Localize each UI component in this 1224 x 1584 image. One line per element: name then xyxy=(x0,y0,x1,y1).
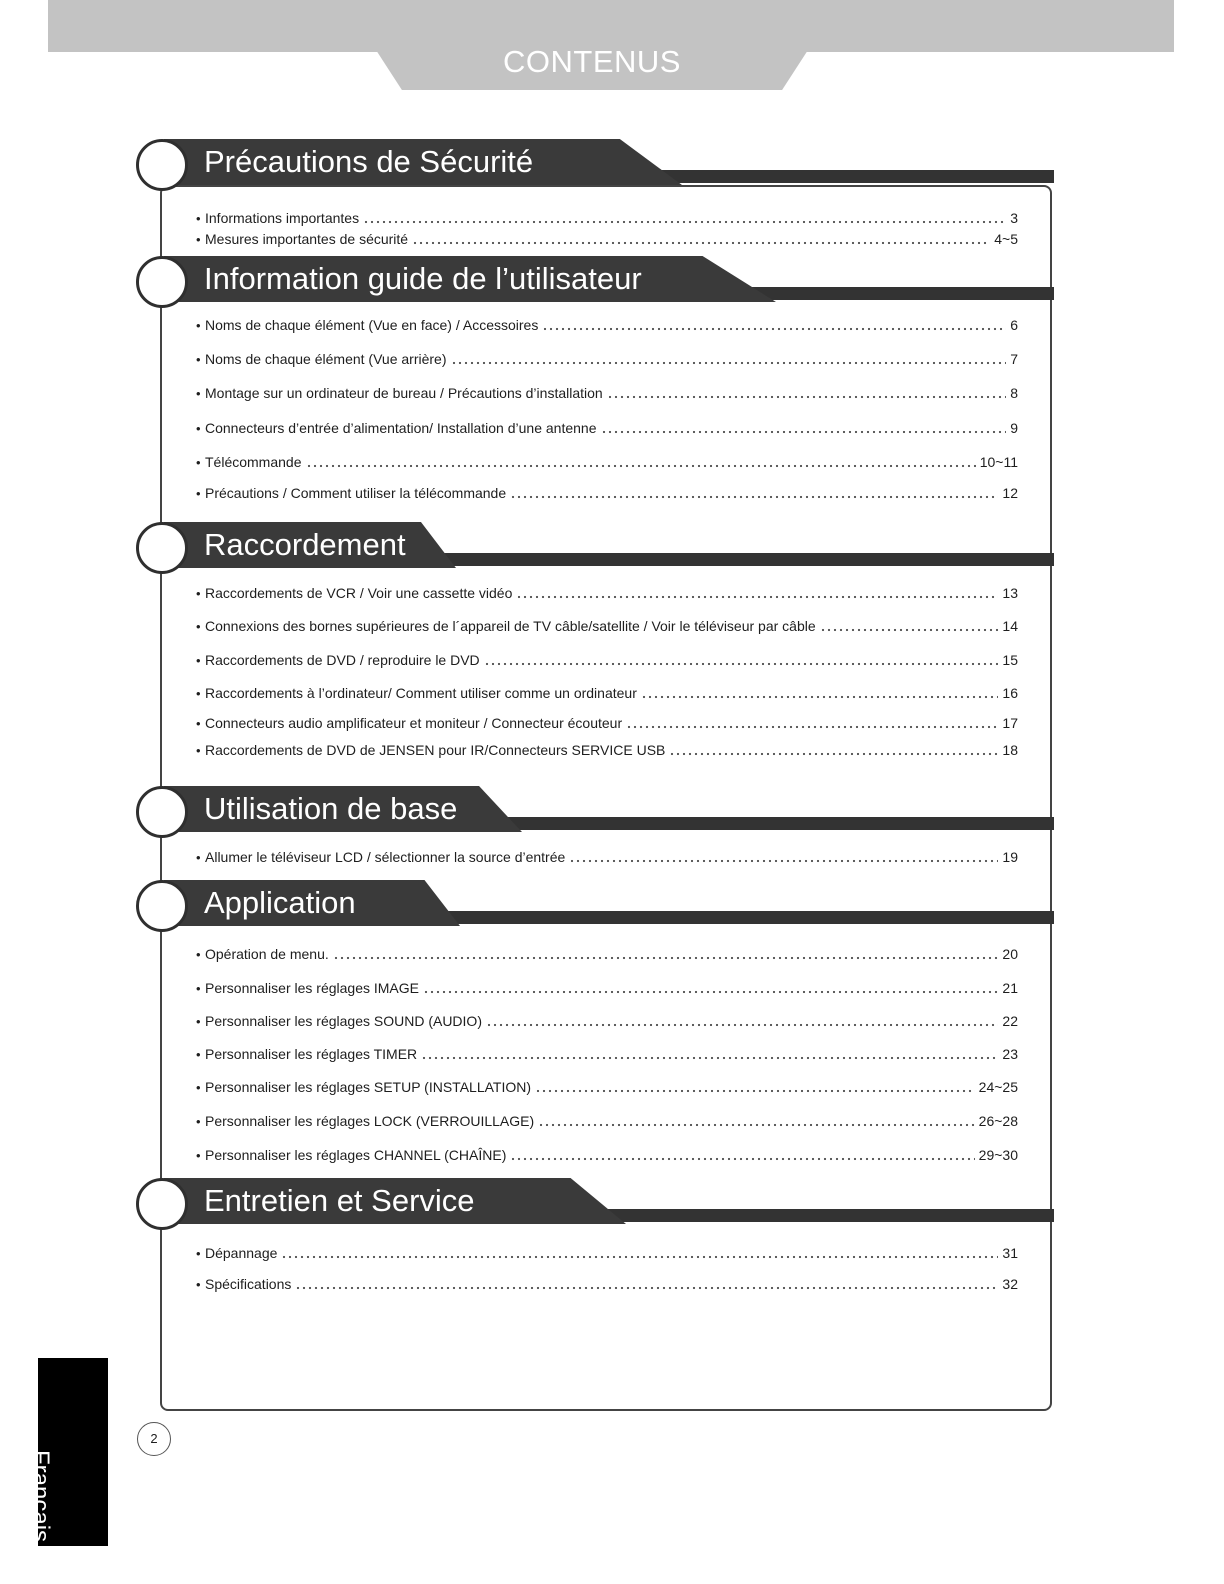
section-title: Information guide de l’utilisateur xyxy=(204,261,642,296)
section-user-guide xyxy=(0,256,1224,310)
section-maintenance xyxy=(0,1178,1224,1232)
page-title: CONTENUS xyxy=(503,44,681,79)
section-header xyxy=(0,1178,1224,1232)
entry-page: 32 xyxy=(1002,1276,1018,1292)
entry-label: Allumer le téléviseur LCD / sélectionner la source d’entrée xyxy=(205,849,566,865)
entry-label: Télécommande xyxy=(205,454,302,470)
section-header xyxy=(0,139,1224,193)
entry-label: Personnaliser les réglages SOUND (AUDIO) xyxy=(205,1013,482,1029)
dot-leader xyxy=(486,1023,998,1027)
section-application xyxy=(0,880,1224,934)
dot-leader xyxy=(423,990,998,994)
section-header xyxy=(0,880,1224,934)
entry-page: 6 xyxy=(1010,317,1018,333)
entry-label: Raccordements à l’ordinateur/ Comment utiliser comme un ordinateur xyxy=(205,685,637,701)
toc-entry[interactable] xyxy=(196,1112,1018,1130)
section-circle-icon xyxy=(136,880,188,932)
entry-page: 21 xyxy=(1002,980,1018,996)
bullet: • xyxy=(196,1148,201,1163)
bullet: • xyxy=(196,455,201,470)
dot-leader xyxy=(484,662,999,666)
bullet: • xyxy=(196,1047,201,1062)
section-header xyxy=(0,522,1224,576)
entry-label: Personnaliser les réglages TIMER xyxy=(205,1046,418,1062)
entry-label: Noms de chaque élément (Vue arrière) xyxy=(205,351,447,367)
dot-leader xyxy=(820,628,999,632)
entry-page: 12 xyxy=(1002,485,1018,501)
section-title: Application xyxy=(204,885,356,920)
toc-entry[interactable] xyxy=(196,1275,1018,1293)
bullet: • xyxy=(196,1014,201,1029)
entry-page: 31 xyxy=(1002,1245,1018,1261)
entry-label: Précautions / Comment utiliser la télécommande xyxy=(205,485,507,501)
dot-leader xyxy=(569,859,998,863)
dot-leader xyxy=(333,956,999,960)
entry-label: Dépannage xyxy=(205,1245,278,1261)
bullet: • xyxy=(196,318,201,333)
toc-entry[interactable] xyxy=(196,1012,1018,1030)
entry-page: 13 xyxy=(1002,585,1018,601)
bullet: • xyxy=(196,850,201,865)
entry-page: 3 xyxy=(1010,210,1018,226)
entry-label: Raccordements de DVD de JENSEN pour IR/Connecteurs SERVICE USB xyxy=(205,742,666,758)
toc-entry[interactable] xyxy=(196,350,1018,368)
entry-page: 19 xyxy=(1002,849,1018,865)
dot-leader xyxy=(412,241,990,245)
dot-leader xyxy=(535,1089,975,1093)
entry-page: 22 xyxy=(1002,1013,1018,1029)
toc-entry[interactable] xyxy=(196,230,1018,248)
entry-page: 9 xyxy=(1010,420,1018,436)
toc-entry[interactable] xyxy=(196,945,1018,963)
dot-leader xyxy=(641,695,999,699)
toc-entry[interactable] xyxy=(196,684,1018,702)
dot-leader xyxy=(538,1123,975,1127)
section-circle-icon xyxy=(136,522,188,574)
bullet: • xyxy=(196,1080,201,1095)
section-circle-icon xyxy=(136,256,188,308)
bullet: • xyxy=(196,947,201,962)
bullet: • xyxy=(196,421,201,436)
bullet: • xyxy=(196,352,201,367)
bullet: • xyxy=(196,653,201,668)
entry-label: Noms de chaque élément (Vue en face) / Accessoires xyxy=(205,317,539,333)
entry-label: Connexions des bornes supérieures de l´appareil de TV câble/satellite / Voir le téléviseur par câble xyxy=(205,618,816,634)
section-title: Raccordement xyxy=(204,527,406,562)
dot-leader xyxy=(510,1157,974,1161)
toc-entry[interactable] xyxy=(196,741,1018,759)
entry-label: Connecteurs audio amplificateur et moniteur / Connecteur écouteur xyxy=(205,715,623,731)
bullet: • xyxy=(196,586,201,601)
dot-leader xyxy=(626,725,998,729)
entry-label: Raccordements de VCR / Voir une cassette vidéo xyxy=(205,585,513,601)
dot-leader xyxy=(669,752,998,756)
section-header xyxy=(0,786,1224,840)
bullet: • xyxy=(196,211,201,226)
entry-label: Spécifications xyxy=(205,1276,292,1292)
toc-entry[interactable] xyxy=(196,1146,1018,1164)
section-basic-use xyxy=(0,786,1224,840)
dot-leader xyxy=(510,495,998,499)
entry-page: 14 xyxy=(1002,618,1018,634)
toc-entry[interactable] xyxy=(196,848,1018,866)
toc-entry[interactable] xyxy=(196,1078,1018,1096)
bullet: • xyxy=(196,716,201,731)
dot-leader xyxy=(421,1056,998,1060)
bullet: • xyxy=(196,1246,201,1261)
entry-page: 7 xyxy=(1010,351,1018,367)
entry-page: 26~28 xyxy=(978,1113,1018,1129)
toc-entry[interactable] xyxy=(196,617,1018,635)
language-label: Français xyxy=(27,1450,54,1543)
dot-leader xyxy=(281,1255,998,1259)
entry-label: Opération de menu. xyxy=(205,946,329,962)
dot-leader xyxy=(363,220,1006,224)
toc-entry[interactable] xyxy=(196,384,1018,402)
bullet: • xyxy=(196,386,201,401)
bullet: • xyxy=(196,743,201,758)
toc-entry[interactable] xyxy=(196,419,1018,437)
entry-page: 15 xyxy=(1002,652,1018,668)
toc-entry[interactable] xyxy=(196,1045,1018,1063)
entry-label: Personnaliser les réglages SETUP (INSTALLATION) xyxy=(205,1079,532,1095)
page-number: 2 xyxy=(137,1422,171,1456)
toc-entry[interactable] xyxy=(196,979,1018,997)
entry-label: Personnaliser les réglages IMAGE xyxy=(205,980,419,996)
toc-entry[interactable] xyxy=(196,584,1018,602)
bullet: • xyxy=(196,619,201,634)
bullet: • xyxy=(196,1114,201,1129)
toc-entry[interactable] xyxy=(196,714,1018,732)
entry-page: 16 xyxy=(1002,685,1018,701)
dot-leader xyxy=(295,1286,998,1290)
entry-page: 23 xyxy=(1002,1046,1018,1062)
bullet: • xyxy=(196,486,201,501)
toc-entry[interactable] xyxy=(196,651,1018,669)
section-circle-icon xyxy=(136,1178,188,1230)
entry-page: 4~5 xyxy=(994,231,1018,247)
entry-page: 18 xyxy=(1002,742,1018,758)
entry-label: Personnaliser les réglages LOCK (VERROUILLAGE) xyxy=(205,1113,535,1129)
section-title: Précautions de Sécurité xyxy=(204,144,534,179)
entry-page: 8 xyxy=(1010,385,1018,401)
section-title: Utilisation de base xyxy=(204,791,458,826)
entry-label: Personnaliser les réglages CHANNEL (CHAÎNE) xyxy=(205,1147,507,1163)
toc-entry[interactable] xyxy=(196,484,1018,502)
toc-entry[interactable] xyxy=(196,453,1018,471)
bullet: • xyxy=(196,686,201,701)
entry-label: Montage sur un ordinateur de bureau / Précautions d’installation xyxy=(205,385,603,401)
bullet: • xyxy=(196,232,201,247)
section-connection xyxy=(0,522,1224,576)
entry-label: Connecteurs d’entrée d’alimentation/ Installation d’une antenne xyxy=(205,420,597,436)
dot-leader xyxy=(306,464,976,468)
section-precautions xyxy=(0,139,1224,193)
section-title: Entretien et Service xyxy=(204,1183,475,1218)
entry-page: 29~30 xyxy=(978,1147,1018,1163)
dot-leader xyxy=(542,327,1006,331)
toc-entry[interactable] xyxy=(196,1244,1018,1262)
toc-entry[interactable] xyxy=(196,209,1018,227)
entry-page: 10~11 xyxy=(979,454,1018,470)
entry-page: 24~25 xyxy=(978,1079,1018,1095)
dot-leader xyxy=(601,430,1007,434)
dot-leader xyxy=(451,361,1007,365)
entry-label: Mesures importantes de sécurité xyxy=(205,231,409,247)
entry-page: 20 xyxy=(1002,946,1018,962)
entry-label: Informations importantes xyxy=(205,210,360,226)
dot-leader xyxy=(607,395,1007,399)
entry-page: 17 xyxy=(1002,715,1018,731)
toc-entry[interactable] xyxy=(196,316,1018,334)
section-circle-icon xyxy=(136,786,188,838)
section-circle-icon xyxy=(136,139,188,191)
dot-leader xyxy=(516,595,998,599)
bullet: • xyxy=(196,981,201,996)
bullet: • xyxy=(196,1277,201,1292)
entry-label: Raccordements de DVD / reproduire le DVD xyxy=(205,652,480,668)
section-header xyxy=(0,256,1224,310)
